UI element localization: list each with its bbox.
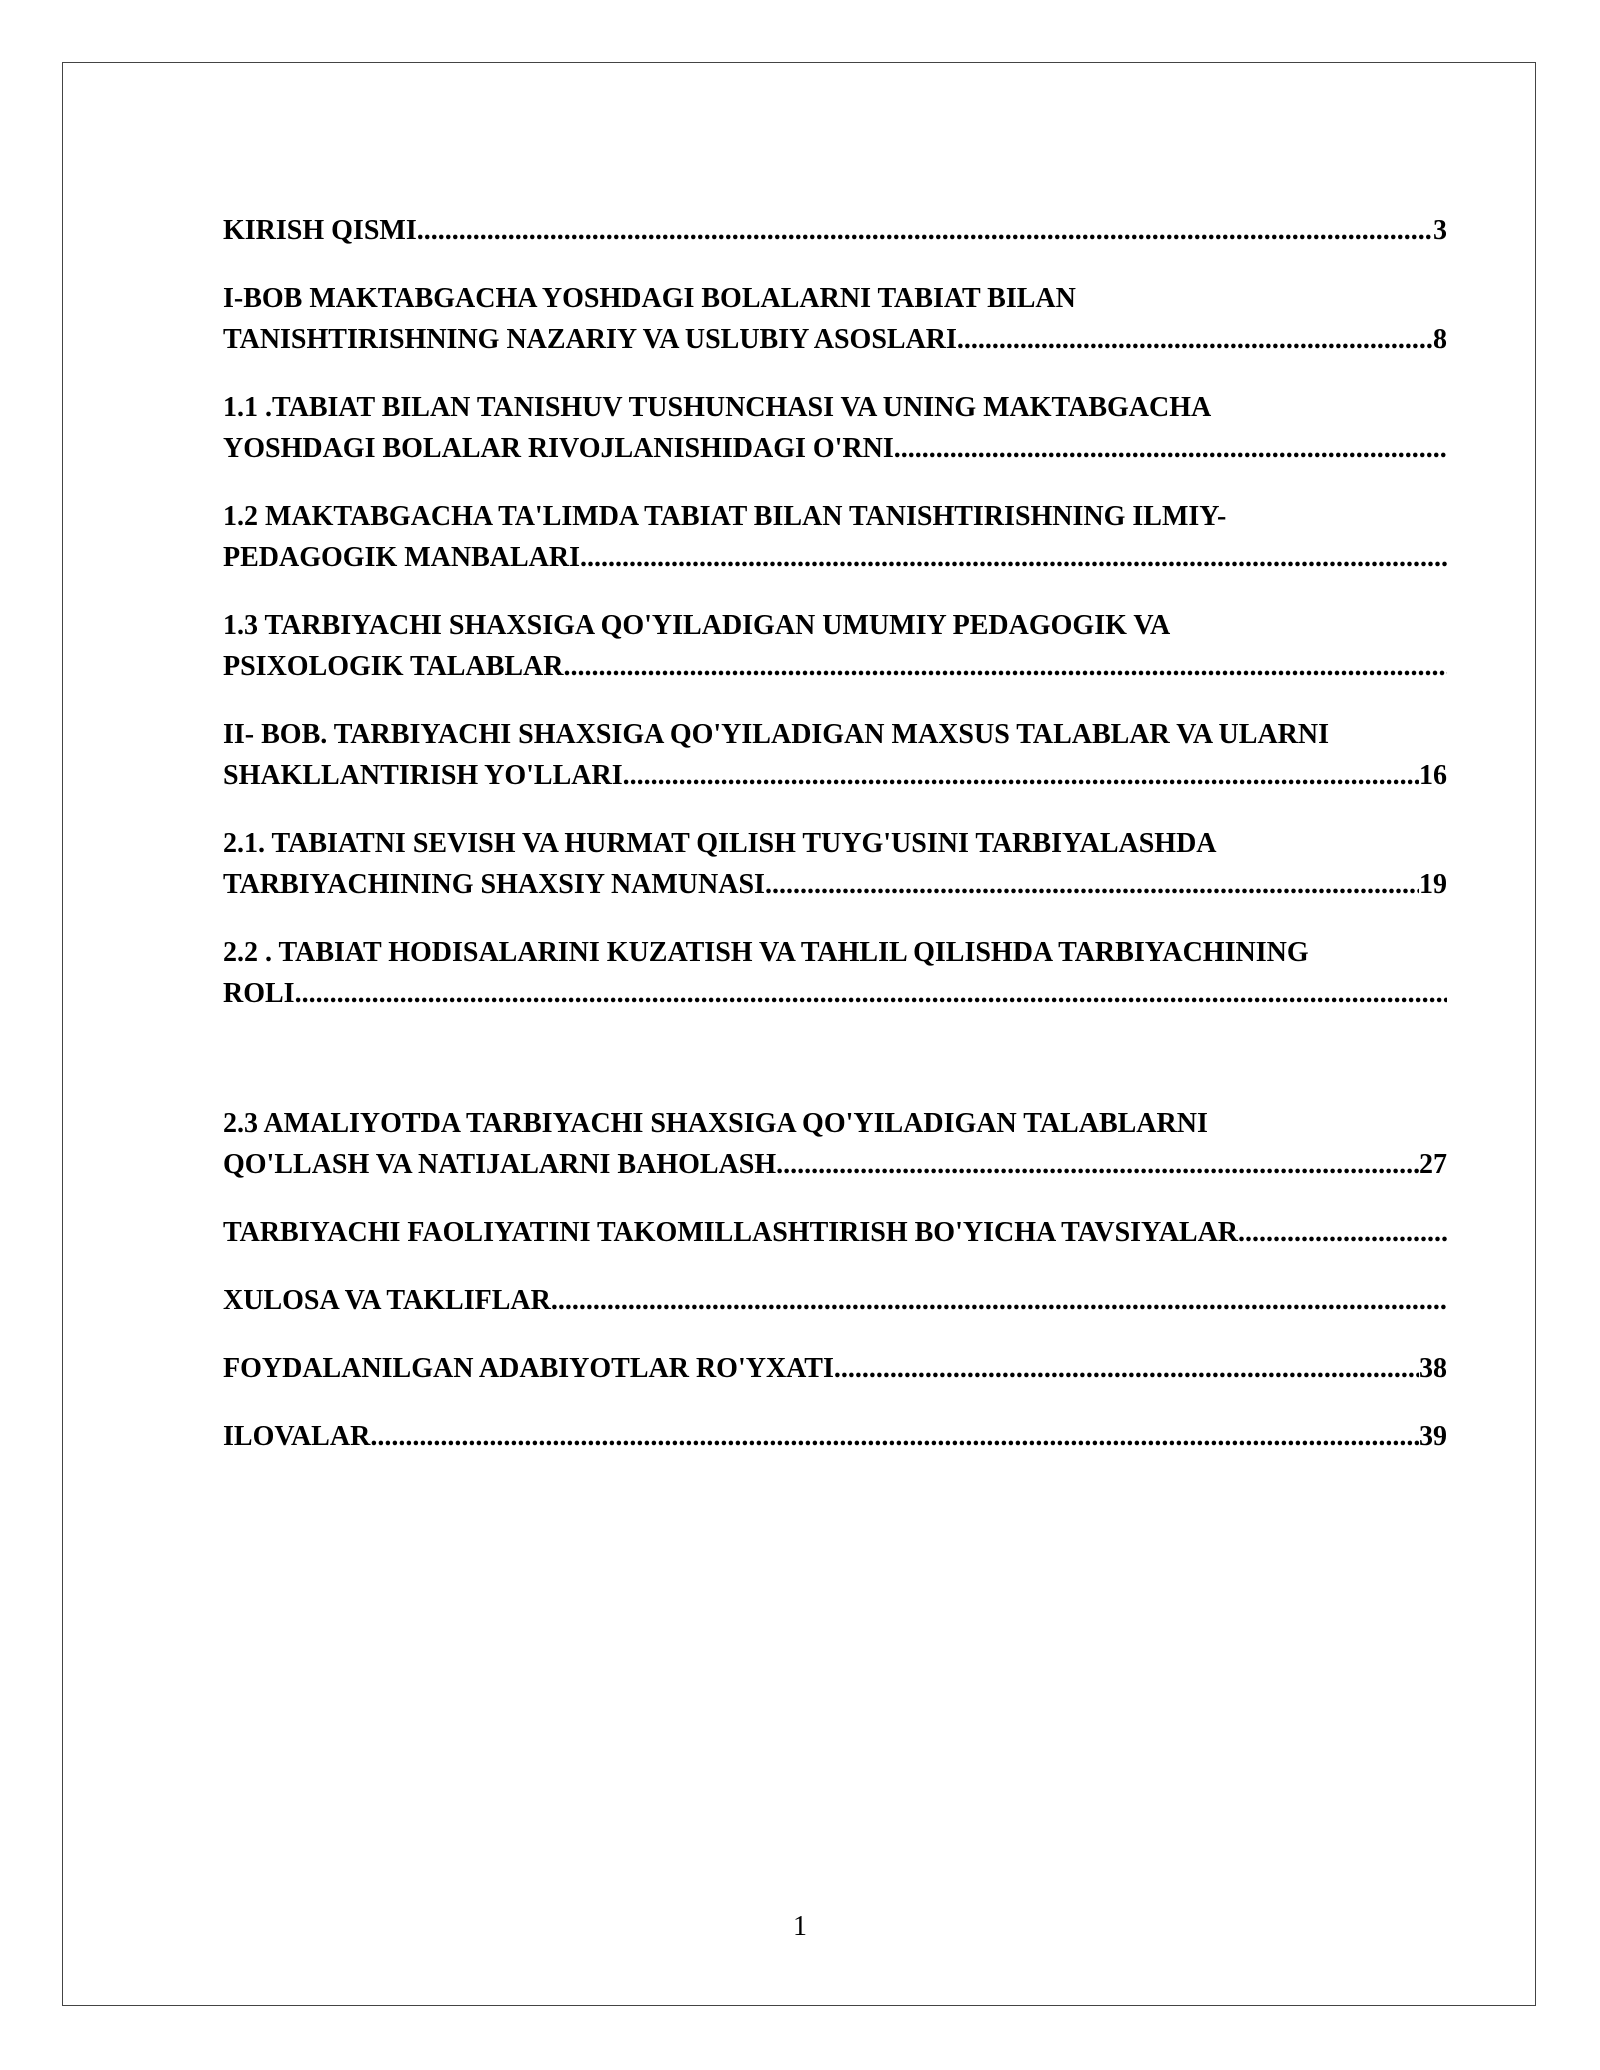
toc-leader-dots xyxy=(957,319,1433,360)
toc-entry-line xyxy=(223,1416,1447,1457)
toc-entry-title-line: 2.1. TABIATNI SEVISH VA HURMAT QILISH TUYG'USINI TARBIYALASHDA xyxy=(223,828,1217,859)
toc-leader-dots xyxy=(776,1144,1419,1185)
toc-leader-dots xyxy=(551,1280,1447,1321)
toc-entry-title: QO'LLASH VA NATIJALARNI BAHOLASH xyxy=(223,1149,777,1180)
toc-entry-title: SHAKLLANTIRISH YO'LLARI xyxy=(223,760,623,791)
toc-entry-kirish[interactable] xyxy=(223,210,1485,251)
toc-entry-line xyxy=(223,1280,1447,1321)
toc-entry-ilovalar[interactable] xyxy=(223,1416,1485,1457)
toc-entry-line xyxy=(223,1144,1447,1185)
toc-entry-tavsiyalar[interactable] xyxy=(223,1212,1485,1253)
toc-entry-title: KIRISH QISMI xyxy=(223,215,417,246)
toc-page-number: 27 xyxy=(1419,1149,1447,1180)
toc-page-number: 39 xyxy=(1419,1421,1447,1452)
toc-entry-1-1[interactable] xyxy=(223,387,1485,469)
toc-entry-title: TARBIYACHI FAOLIYATINI TAKOMILLASHTIRISH BO'YICHA TAVSIYALAR xyxy=(223,1217,1239,1248)
toc-entry-2-1[interactable] xyxy=(223,823,1485,905)
toc-entry-2-2[interactable] xyxy=(223,932,1485,1014)
toc-leader-dots xyxy=(894,428,1447,469)
table-of-contents xyxy=(223,210,1485,1484)
toc-entry-title-line: 1.2 MAKTABGACHA TA'LIMDA TABIAT BILAN TANISHTIRISHNING ILMIY- xyxy=(223,501,1227,532)
toc-entry-title-line: 1.1 .TABIAT BILAN TANISHUV TUSHUNCHASI VA UNING MAKTABGACHA xyxy=(223,392,1212,423)
toc-entry-line xyxy=(223,864,1447,905)
toc-entry-line xyxy=(223,755,1447,796)
toc-entry-xulosa[interactable] xyxy=(223,1280,1485,1321)
toc-entry-title: YOSHDAGI BOLALAR RIVOJLANISHIDAGI O'RNI xyxy=(223,433,894,464)
toc-entry-chapter-1[interactable] xyxy=(223,278,1485,360)
toc-entry-title-line: 1.3 TARBIYACHI SHAXSIGA QO'YILADIGAN UMUMIY PEDAGOGIK VA xyxy=(223,610,1171,641)
toc-leader-dots xyxy=(765,864,1419,905)
toc-entry-title: PSIXOLOGIK TALABLAR xyxy=(223,651,564,682)
toc-page-number: 8 xyxy=(1433,324,1447,355)
toc-entry-title-line: II- BOB. TARBIYACHI SHAXSIGA QO'YILADIGAN MAXSUS TALABLAR VA ULARNI xyxy=(223,719,1329,750)
toc-entry-title: TANISHTIRISHNING NAZARIY VA USLUBIY ASOSLARI xyxy=(223,324,957,355)
toc-entry-line xyxy=(223,210,1447,251)
toc-entry-adabiyotlar[interactable] xyxy=(223,1348,1485,1389)
toc-leader-dots xyxy=(1238,1212,1447,1253)
toc-entry-title: TARBIYACHINING SHAXSIY NAMUNASI xyxy=(223,869,765,900)
toc-page-number: 16 xyxy=(1419,760,1447,791)
toc-entry-2-3[interactable] xyxy=(223,1103,1485,1185)
toc-entry-title: ILOVALAR xyxy=(223,1421,371,1452)
toc-entry-title: XULOSA VA TAKLIFLAR xyxy=(223,1285,551,1316)
toc-page-number: 3 xyxy=(1433,215,1447,246)
toc-entry-line xyxy=(223,537,1447,578)
toc-leader-dots xyxy=(580,537,1447,578)
footer-page-number: 1 xyxy=(793,1911,807,1942)
toc-entry-1-3[interactable] xyxy=(223,605,1485,687)
toc-entry-line xyxy=(223,1348,1447,1389)
toc-entry-line xyxy=(223,646,1447,687)
toc-page-number: 19 xyxy=(1419,869,1447,900)
toc-leader-dots xyxy=(295,973,1447,1014)
toc-entry-title: FOYDALANILGAN ADABIYOTLAR RO'YXATI xyxy=(223,1353,834,1384)
toc-entry-title-line: 2.3 AMALIYOTDA TARBIYACHI SHAXSIGA QO'YILADIGAN TALABLARNI xyxy=(223,1108,1208,1139)
toc-entry-line xyxy=(223,1212,1447,1253)
toc-entry-line xyxy=(223,973,1447,1014)
toc-entry-title-line: 2.2 . TABIAT HODISALARINI KUZATISH VA TAHLIL QILISHDA TARBIYACHINING xyxy=(223,937,1309,968)
toc-leader-dots xyxy=(417,210,1433,251)
toc-entry-1-2[interactable] xyxy=(223,496,1485,578)
toc-entry-chapter-2[interactable] xyxy=(223,714,1485,796)
toc-entry-title-line: I-BOB MAKTABGACHA YOSHDAGI BOLALARNI TABIAT BILAN xyxy=(223,283,1076,314)
toc-page-number: 38 xyxy=(1419,1353,1447,1384)
toc-entry-line xyxy=(223,428,1447,469)
toc-entry-line xyxy=(223,319,1447,360)
toc-leader-dots xyxy=(563,646,1447,687)
toc-leader-dots xyxy=(370,1416,1419,1457)
toc-leader-dots xyxy=(623,755,1419,796)
toc-leader-dots xyxy=(834,1348,1419,1389)
toc-entry-title: ROLI xyxy=(223,978,295,1009)
toc-entry-title: PEDAGOGIK MANBALARI xyxy=(223,542,581,573)
